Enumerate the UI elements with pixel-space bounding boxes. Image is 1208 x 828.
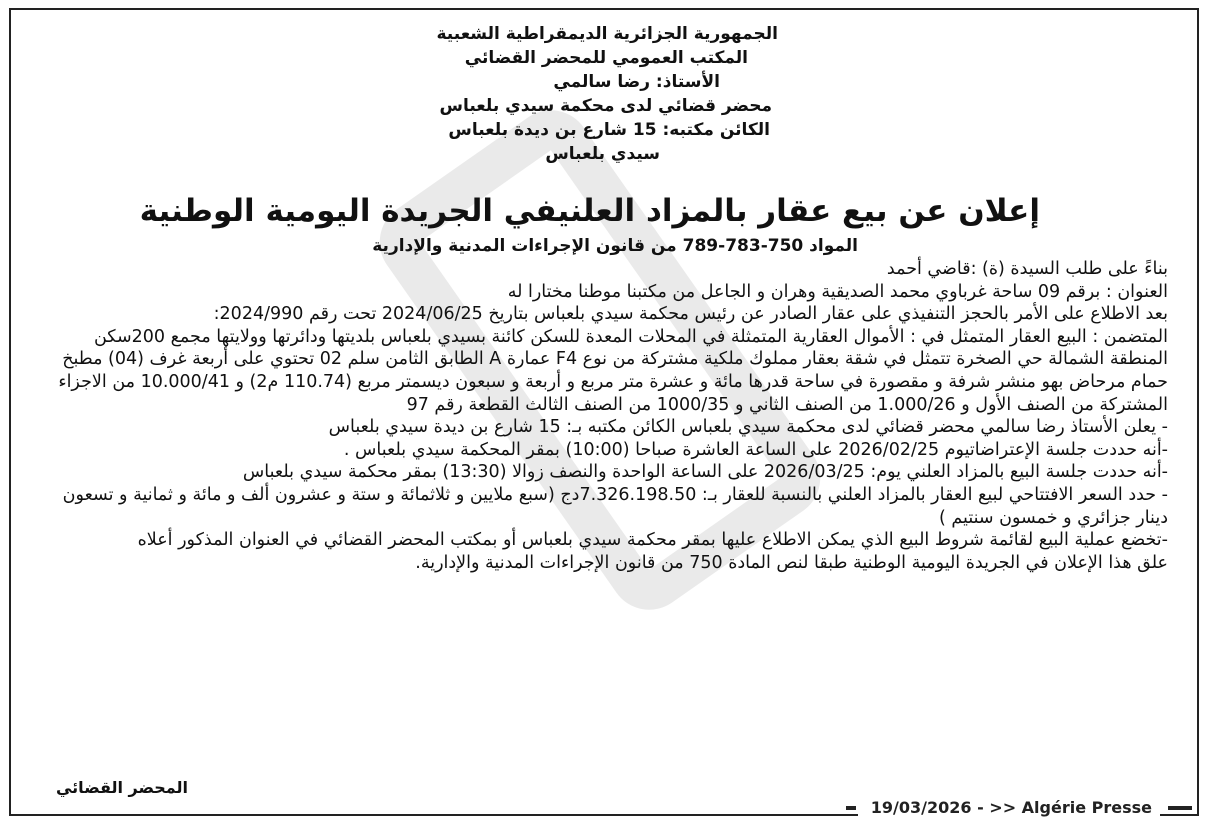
header-bailiff-name: الأستاذ: رضا سالمي <box>553 72 720 92</box>
bailiff-announcement: - يعلن الأستاذ رضا سالمي محضر قضائي لدى محكمة سيدي بلعباس الكائن مكتبه بـ: 15 شارع بن ديدة سيدي بلعباس <box>328 417 1168 438</box>
announcement-body <box>38 258 1168 574</box>
header-address: الكائن مكتبه: 15 شارع بن ديدة بلعباس <box>448 120 770 140</box>
issuer-header <box>437 22 779 166</box>
requester-address: العنوان : برقم 09 ساحة غرباوي محمد الصديقية وهران و الجاعل من مكتبنا موطنا مختارا له <box>507 281 1168 302</box>
header-office: المكتب العمومي للمحضر القضائي <box>464 48 748 68</box>
legal-articles: المواد 750-783-789 من قانون الإجراءات المدنية والإدارية <box>372 236 858 256</box>
publication-note: علق هذا الإعلان في الجريدة اليومية الوطنية طبقا لنص المادة 750 من قانون الإجراءات المدنية والإدارية. <box>415 552 1168 573</box>
signature: المحضر القضائي <box>55 778 188 797</box>
header-court: محضر قضائي لدى محكمة سيدي بلعباس <box>439 96 772 116</box>
header-city: سيدي بلعباس <box>545 144 660 164</box>
opening-price: - حدد السعر الافتتاحي لبيع العقار بالمزاد العلني بالنسبة للعقار بـ: 7.326.198.50دج (سبع ملايين و ثلاثمائة و ستة و عشرون ألف و مائة و ثمانية و تسعون دينار جزائري و خمسون سنتيم ) <box>62 484 1168 528</box>
source-bar-right <box>1168 806 1192 810</box>
requester: بناءً على طلب السيدة (ة) :قاضي أحمد <box>886 259 1168 279</box>
property-description: المتضمن : البيع العقار المتمثل في : الأموال العقارية المتمثلة في المحلات المعدة للسكن كائنة بسيدي بلعباس بلديتها ودائرتها وولايتها مجمع 200سكن المنطقة الشمالة حي الصخرة تتمثل في شقة بعقار مملوك ملكية مشتركة من نوع F4 عمارة A الطابق الثامن سلم 02 تحتوي على أربعة غرف (04) مطبخ حمام مرحاض بهو منشر شرفة و مقصورة في ساحة قدرها مائة و عشرة متر مربع و أربعة و سبعون ديسمتر مربع (110.74 م2) و 10.000/41 من الاجزاء المشتركة من الصنف الأول و 1.000/26 من الصنف الثاني و 1000/35 من الصنف الثالث القطعة رقم 97 <box>58 326 1168 415</box>
page-title: إعلان عن بيع عقار بالمزاد العلنيفي الجريدة اليومية الوطنية <box>139 193 1040 229</box>
header-country: الجمهورية الجزائرية الديمقراطية الشعبية <box>436 24 778 44</box>
source-line: 19/03/2026 - >> Algérie Presse <box>867 798 1156 817</box>
objection-session: -أنه حددت جلسة الإعتراضاتيوم 2026/02/25 على الساعة العاشرة صباحا (10:00) بمقر المحكمة سيدي بلعباس . <box>343 439 1168 460</box>
auction-session: -أنه حددت جلسة البيع بالمزاد العلني يوم: 2026/03/25 على الساعة الواحدة والنصف زوالا (13:30) بمقر محكمة سيدي بلعباس <box>242 462 1168 483</box>
source-bar-left <box>846 806 856 810</box>
sale-conditions: -تخضع عملية البيع لقائمة شروط البيع الذي يمكن الاطلاع عليها بمقر محكمة سيدي بلعباس أو بمكتب المحضر القضائي في العنوان المذكور أعلاه <box>137 530 1168 551</box>
seizure-order: بعد الاطلاع على الأمر بالحجز التنفيذي على عقار الصادر عن رئيس محكمة سيدي بلعباس بتاريخ 2024/06/25 تحت رقم 2024/990: <box>213 304 1168 325</box>
